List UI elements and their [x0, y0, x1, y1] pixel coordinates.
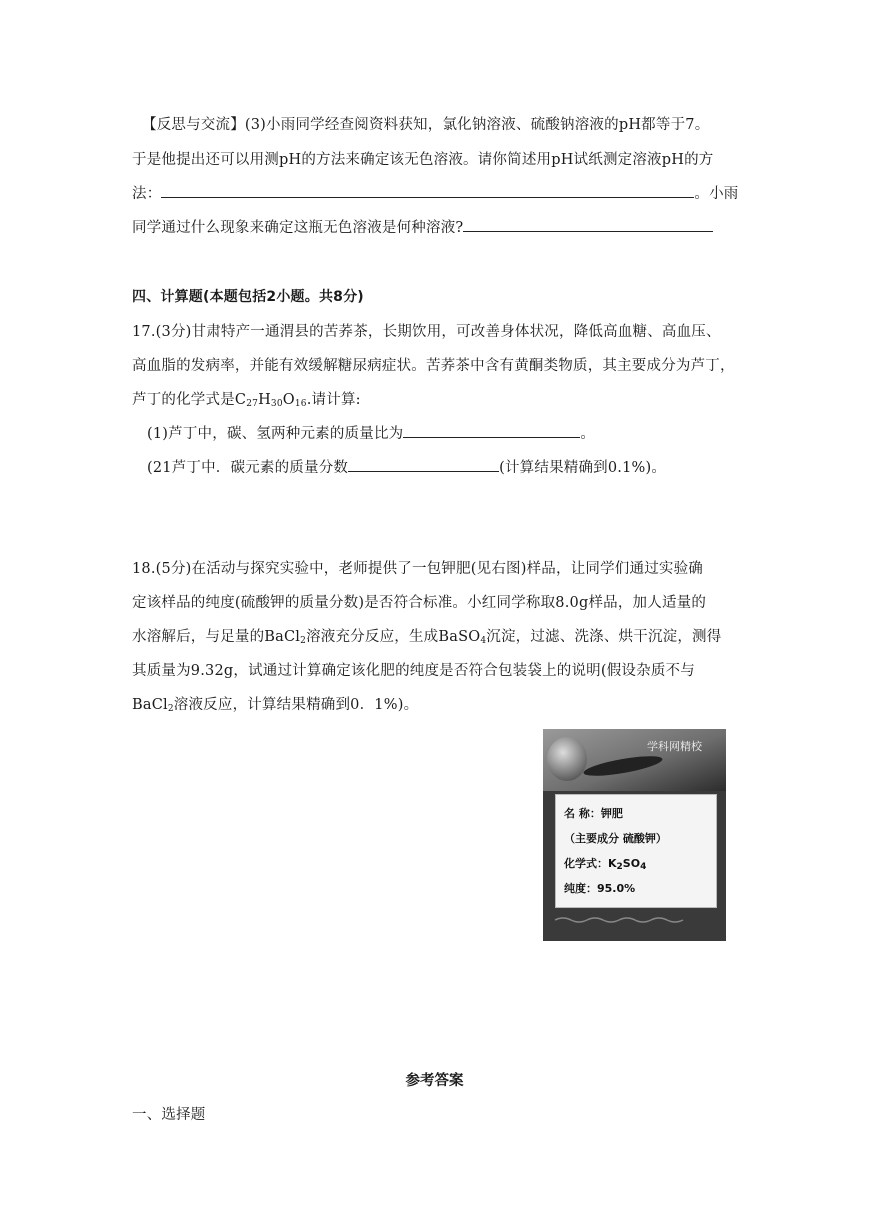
- reflect-line-2: 于是他提出还可以用测pH的方法来确定该无色溶液。请你简述用pH试纸测定溶液pH的方: [132, 152, 714, 168]
- section-4-title: 四、计算题(本题包括2小题。共8分): [132, 289, 364, 305]
- bag-formula-b: SO: [622, 857, 641, 870]
- q18-line-5: [132, 693, 418, 714]
- answer-blank-ph-method[interactable]: [161, 185, 694, 198]
- bag-label-formula: [564, 855, 646, 872]
- bag-watermark: 学科网精校: [647, 740, 702, 753]
- bag-formula-sub-2: 4: [640, 862, 647, 872]
- answer-blank-mass-ratio[interactable]: [403, 425, 580, 438]
- q17-line-3: [132, 388, 361, 409]
- q18-line-3-a: 水溶解后，与足量的BaCl: [132, 629, 301, 645]
- q17-sub-1-end: 。: [580, 426, 596, 442]
- answer-blank-mass-fraction[interactable]: [348, 459, 499, 472]
- q18-line-3-b: 溶液充分反应，生成BaSO: [306, 629, 481, 645]
- bag-formula-a: 化学式：K: [564, 857, 617, 870]
- bag-label-name: 名 称：钾肥: [564, 807, 623, 820]
- apple-graphic: [547, 737, 587, 781]
- q17-formula-suffix: .请计算:: [306, 392, 361, 408]
- q17-sub-o: 16: [294, 399, 307, 409]
- q17-sub-2: [147, 456, 666, 477]
- answers-title: 参考答案: [405, 1073, 464, 1089]
- reflect-line-4-text: 同学通过什么现象来确定这瓶无色溶液是何种溶液?: [132, 220, 464, 236]
- q17-sub-1: [147, 422, 595, 443]
- q17-line-1: 17.(3分)甘肃特产一通渭县的苦荞茶，长期饮用，可改善身体状况，降低高血糖、高血压、: [132, 324, 721, 340]
- reflect-line-3-start: 法：: [132, 186, 162, 202]
- bag-bottom-text: [553, 915, 713, 923]
- q18-sub-2: 4: [480, 636, 487, 646]
- q17-sub-c: 27: [246, 399, 259, 409]
- reflect-line-3: [132, 182, 739, 203]
- reflect-line-1: 【反思与交流】(3)小雨同学经查阅资料获知，氯化钠溶液、硫酸钠溶液的pH都等于7。: [142, 117, 710, 133]
- answer-blank-phenomenon[interactable]: [463, 219, 713, 232]
- bag-label-main: （主要成分 硫酸钾）: [564, 832, 667, 845]
- q18-line-1: 18.(5分)在活动与探究实验中，老师提供了一包钾肥(见右图)样品，让同学们通过实验确: [132, 561, 704, 577]
- q18-line-4: 其质量为9.32g，试通过计算确定该化肥的纯度是否符合包装袋上的说明(假设杂质不与: [132, 663, 695, 679]
- q17-formula-prefix: 芦丁的化学式是C: [132, 392, 247, 408]
- q18-line-3-c: 沉淀，过滤、洗涤、烘干沉淀，测得: [486, 629, 722, 645]
- q17-line-2: 高血脂的发病率，并能有效缓解糖尿病症状。苦荞茶中含有黄酮类物质，其主要成分为芦丁，: [132, 358, 735, 374]
- q18-sub-1: 2: [300, 636, 307, 646]
- bag-bottom-squiggle: [553, 915, 713, 923]
- reflect-line-4: [132, 216, 713, 237]
- q18-line-5-b: 溶液反应，计算结果精确到0．1%)。: [173, 697, 419, 713]
- q17-sub-2-end: (计算结果精确到0.1%)。: [499, 460, 667, 476]
- q17-sub-h: 30: [270, 399, 283, 409]
- q18-line-5-a: BaCl: [132, 697, 168, 713]
- q17-o: O: [282, 392, 295, 408]
- bag-label-purity: 纯度：95.0%: [564, 882, 636, 895]
- fertilizer-bag-image: [543, 729, 726, 941]
- reflect-line-3-end: 。小雨: [694, 186, 739, 202]
- q17-sub-2-text: (21芦丁中．碳元素的质量分数: [147, 460, 349, 476]
- bag-label: [555, 794, 717, 908]
- q18-sub-3: 2: [167, 704, 174, 714]
- q18-line-2: 定该样品的纯度(硫酸钾的质量分数)是否符合标准。小红同学称取8.0g样品，加人适量的: [132, 595, 707, 611]
- q17-sub-1-text: (1)芦丁中，碳、氢两种元素的质量比为: [147, 426, 404, 442]
- q18-line-3: [132, 625, 721, 646]
- q17-h: H: [258, 392, 271, 408]
- bag-formula-sub-1: 2: [616, 862, 623, 872]
- answers-section-1: 一、选择题: [132, 1107, 206, 1123]
